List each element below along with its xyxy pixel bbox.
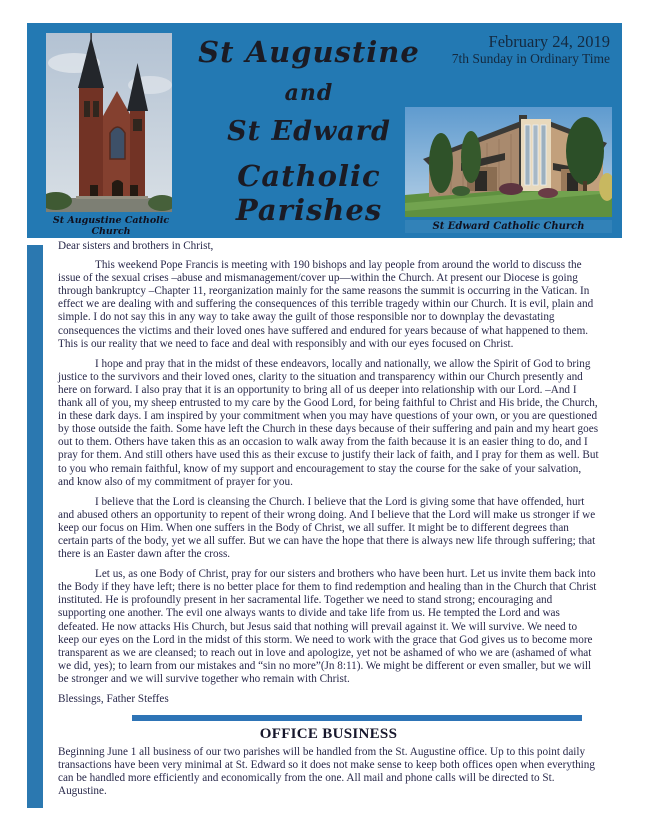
letter-paragraph-3: I believe that the Lord is cleansing the Church. I believe that the Lord is giving some that have offended, hurt and abused others an opportunity to repent of their wrong doing. And I believe that the Lord will make us stronger if we keep our focus on Him. When one suffers in the Body of Christ, we all suffer. It might be to different degrees than certain parts of the body, yet we all suffer. But we can have the hope that there is always new life through suffering; that there is an Easter dawn after the cross.	[58, 495, 596, 561]
st-augustine-photo-caption: St Augustine Catholic Church	[52, 215, 170, 237]
st-augustine-church-illustration	[46, 33, 172, 212]
st-edward-photo-caption: St Edward Catholic Church	[405, 220, 612, 233]
st-augustine-photo	[46, 33, 172, 212]
section-divider	[132, 715, 582, 721]
bulletin-date: February 24, 2019	[488, 32, 610, 51]
letter-paragraph-1: This weekend Pope Francis is meeting with 190 bishops and lay people from around the world to discuss the issue of the sexual crises –abuse and mismanagement/cover up—within the Church. At present our Diocese is going through bankruptcy –Chapter 11, reorganization mainly for the same reasons the summit is occurring in the Vatican. In effect we are dealing with and suffering the consequences of this terrible tragedy within our Church. It is evil, plain and simple. I do not say this in any way to take away the guilt of those responsible nor to downplay the devastating consequences the victims and their loved ones have suffered and endured for years because of what happened to them. This is our reality that we need to face and deal with responsibly and with our eyes focused on Christ.	[58, 259, 594, 350]
title-line-2: and	[284, 80, 334, 106]
date-block	[452, 32, 610, 67]
title-line-4: Catholic Parishes	[235, 159, 383, 227]
letter-closing: Blessings, Father Steffes	[58, 693, 169, 705]
title-line-1: St Augustine	[198, 35, 420, 69]
letter-paragraph-4: Let us, as one Body of Christ, pray for our sisters and brothers who have been hurt. Let us invite them back into the Body if they have left; there is no better place for them to find redemption and healing than in the Church that Christ instituted. He is profoundly present in her sacramental life. Together we need to stand strong; encouraging and supporting one another. The evil one always wants to divide and take life from us. He tempted the Lord and was defeated. He now attacks His Church, but Jesus said that nothing will prevail against it. We will survive. We need to keep our eyes on the Lord in the midst of this storm. We need to work with the grace that God gives us to become more transparent as we are cleansed; to reach out in love and apologize, yet not be ashamed of who we are (ashamed of what we did, yes); to learn from our mistakes and “sin no more”(Jn 8:11). We might be different or even smaller, but we will be stronger and we will survive together who remain with Christ.	[58, 568, 597, 685]
letter-salutation: Dear sisters and brothers in Christ,	[58, 240, 214, 252]
header-banner	[27, 23, 622, 238]
left-margin-stripe	[27, 245, 43, 808]
letter-paragraph-2: I hope and pray that in the midst of these endeavors, locally and nationally, we allow the Spirit of God to bring justice to the survivors and their loved ones, clarity to the situation and transparency within our Church presently and here on forward. I also pray that it is an opportunity to bring all of us deeper into relationship with our Lord. –And I thank all of you, my sheep entrusted to my care by the Good Lord, for being faithful to Christ and His bride, the Church, in these dark days. I am inspired by your commitment when you may have questions of your own, or you are questioned by those outside the faith. Some have left the Church in these days because of their suffering and pain and my heart goes out to them. Others have taken this as an occasion to walk away from the faith because it is an easier thing to do, and I pray for them. And still others have used this as their excuse to justify their lack of faith, and I pray for them as well. But to you who remain faithful, know of my support and encouragement to stay the course for the sake of your salvation, and know also of my commitment of prayer for you.	[58, 357, 599, 488]
liturgical-day: 7th Sunday in Ordinary Time	[451, 51, 610, 66]
letter-body	[58, 240, 599, 799]
office-business-body: Beginning June 1 all business of our two parishes will be handled from the St. Augustine office. Up to this point daily transactions have been very minimal at St. Edward so it does not make sense to keep both offices open when everything can be handled more efficiently and economically from the one. All mail and phone calls will be directed to St. Augustine.	[58, 746, 595, 798]
office-business-heading: OFFICE BUSINESS	[259, 726, 398, 743]
title-line-3: St Edward	[227, 116, 391, 147]
st-edward-church-illustration	[405, 107, 612, 217]
st-edward-photo	[405, 107, 612, 217]
